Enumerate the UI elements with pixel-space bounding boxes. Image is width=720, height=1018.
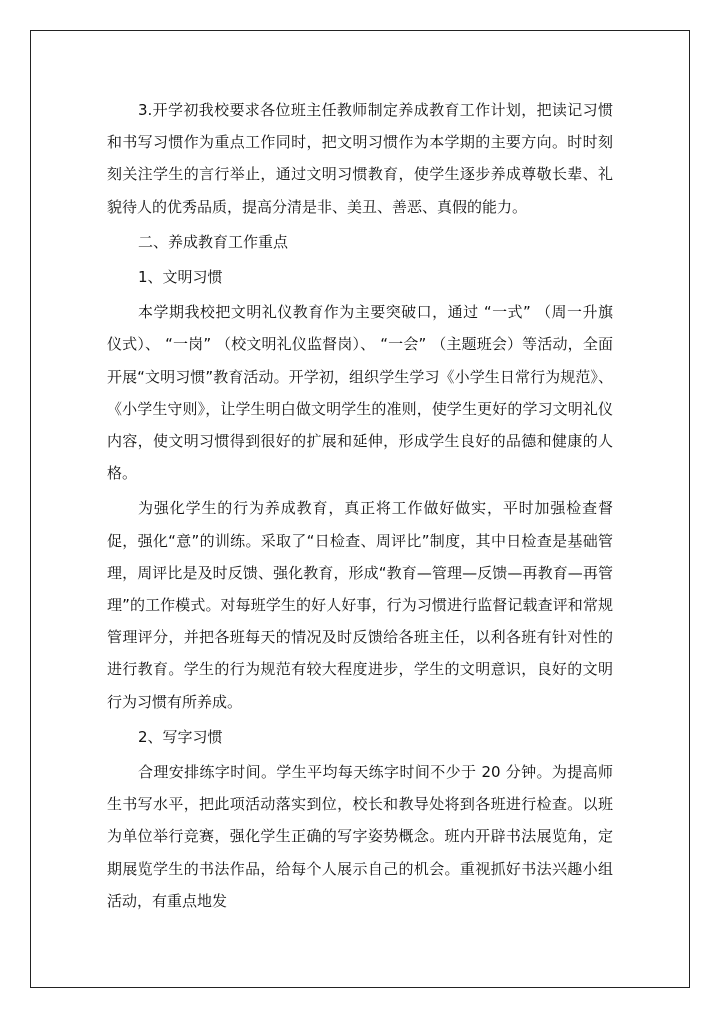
paragraph-writing-practice: 合理安排练字时间。学生平均每天练字时间不少于 20 分钟。为提高师生书写水平，把此项活动落实到位，校长和教导处将到各班进行检查。以班为单位举行竞赛，强化学生正确的写字姿势概念。班内开辟书法展览角，定期展览学生的书法作品，给每个人展示自己的机会。重视抓好书法兴趣小组活动，有重点地发 <box>107 763 613 910</box>
section-heading-key-points: 二、养成教育工作重点 <box>138 232 289 251</box>
subheading-civility-habits: 1、文明习惯 <box>138 268 223 287</box>
paragraph-behavior-training: 为强化学生的行为养成教育，真正将工作做好做实，平时加强检查督促，强化“意”的训练。采取了“日检查、周评比”制度，其中日检查是基础管理，周评比是及时反馈、强化教育，形成“教育—管理—反馈—再教育—再管理”的工作模式。对每班学生的好人好事，行为习惯进行监督记载查评和常规管理评分，并把各班每天的情况及时反馈给各班主任，以利各班有针对性的进行教育。学生的行为规范有较大程度进步，学生的文明意识，良好的文明行为习惯有所养成。 <box>107 499 613 711</box>
subheading-writing-habits: 2、写字习惯 <box>138 727 223 746</box>
document-body <box>107 94 613 917</box>
paragraph-civility-etiquette: 本学期我校把文明礼仪教育作为主要突破口，通过 “一式” （周一升旗仪式）、 “一岗” （校文明礼仪监督岗）、 “一会” （主题班会）等活动，全面开展“文明习惯”教育活动。开学初，组织学生学习《小学生日常行为规范》、《小学生守则》，让学生明白做文明学生的准则，使学生更好的学习文明礼仪内容，使文明习惯得到很好的扩展和延伸，形成学生良好的品德和健康的人格。 <box>107 303 613 483</box>
paragraph-plan: 3.开学初我校要求各位班主任教师制定养成教育工作计划，把读记习惯和书写习惯作为重点工作同时，把文明习惯作为本学期的主要方向。时时刻刻关注学生的言行举止，通过文明习惯教育，使学生逐步养成尊敬长辈、礼貌待人的优秀品质，提高分清是非、美丑、善恶、真假的能力。 <box>107 101 613 216</box>
